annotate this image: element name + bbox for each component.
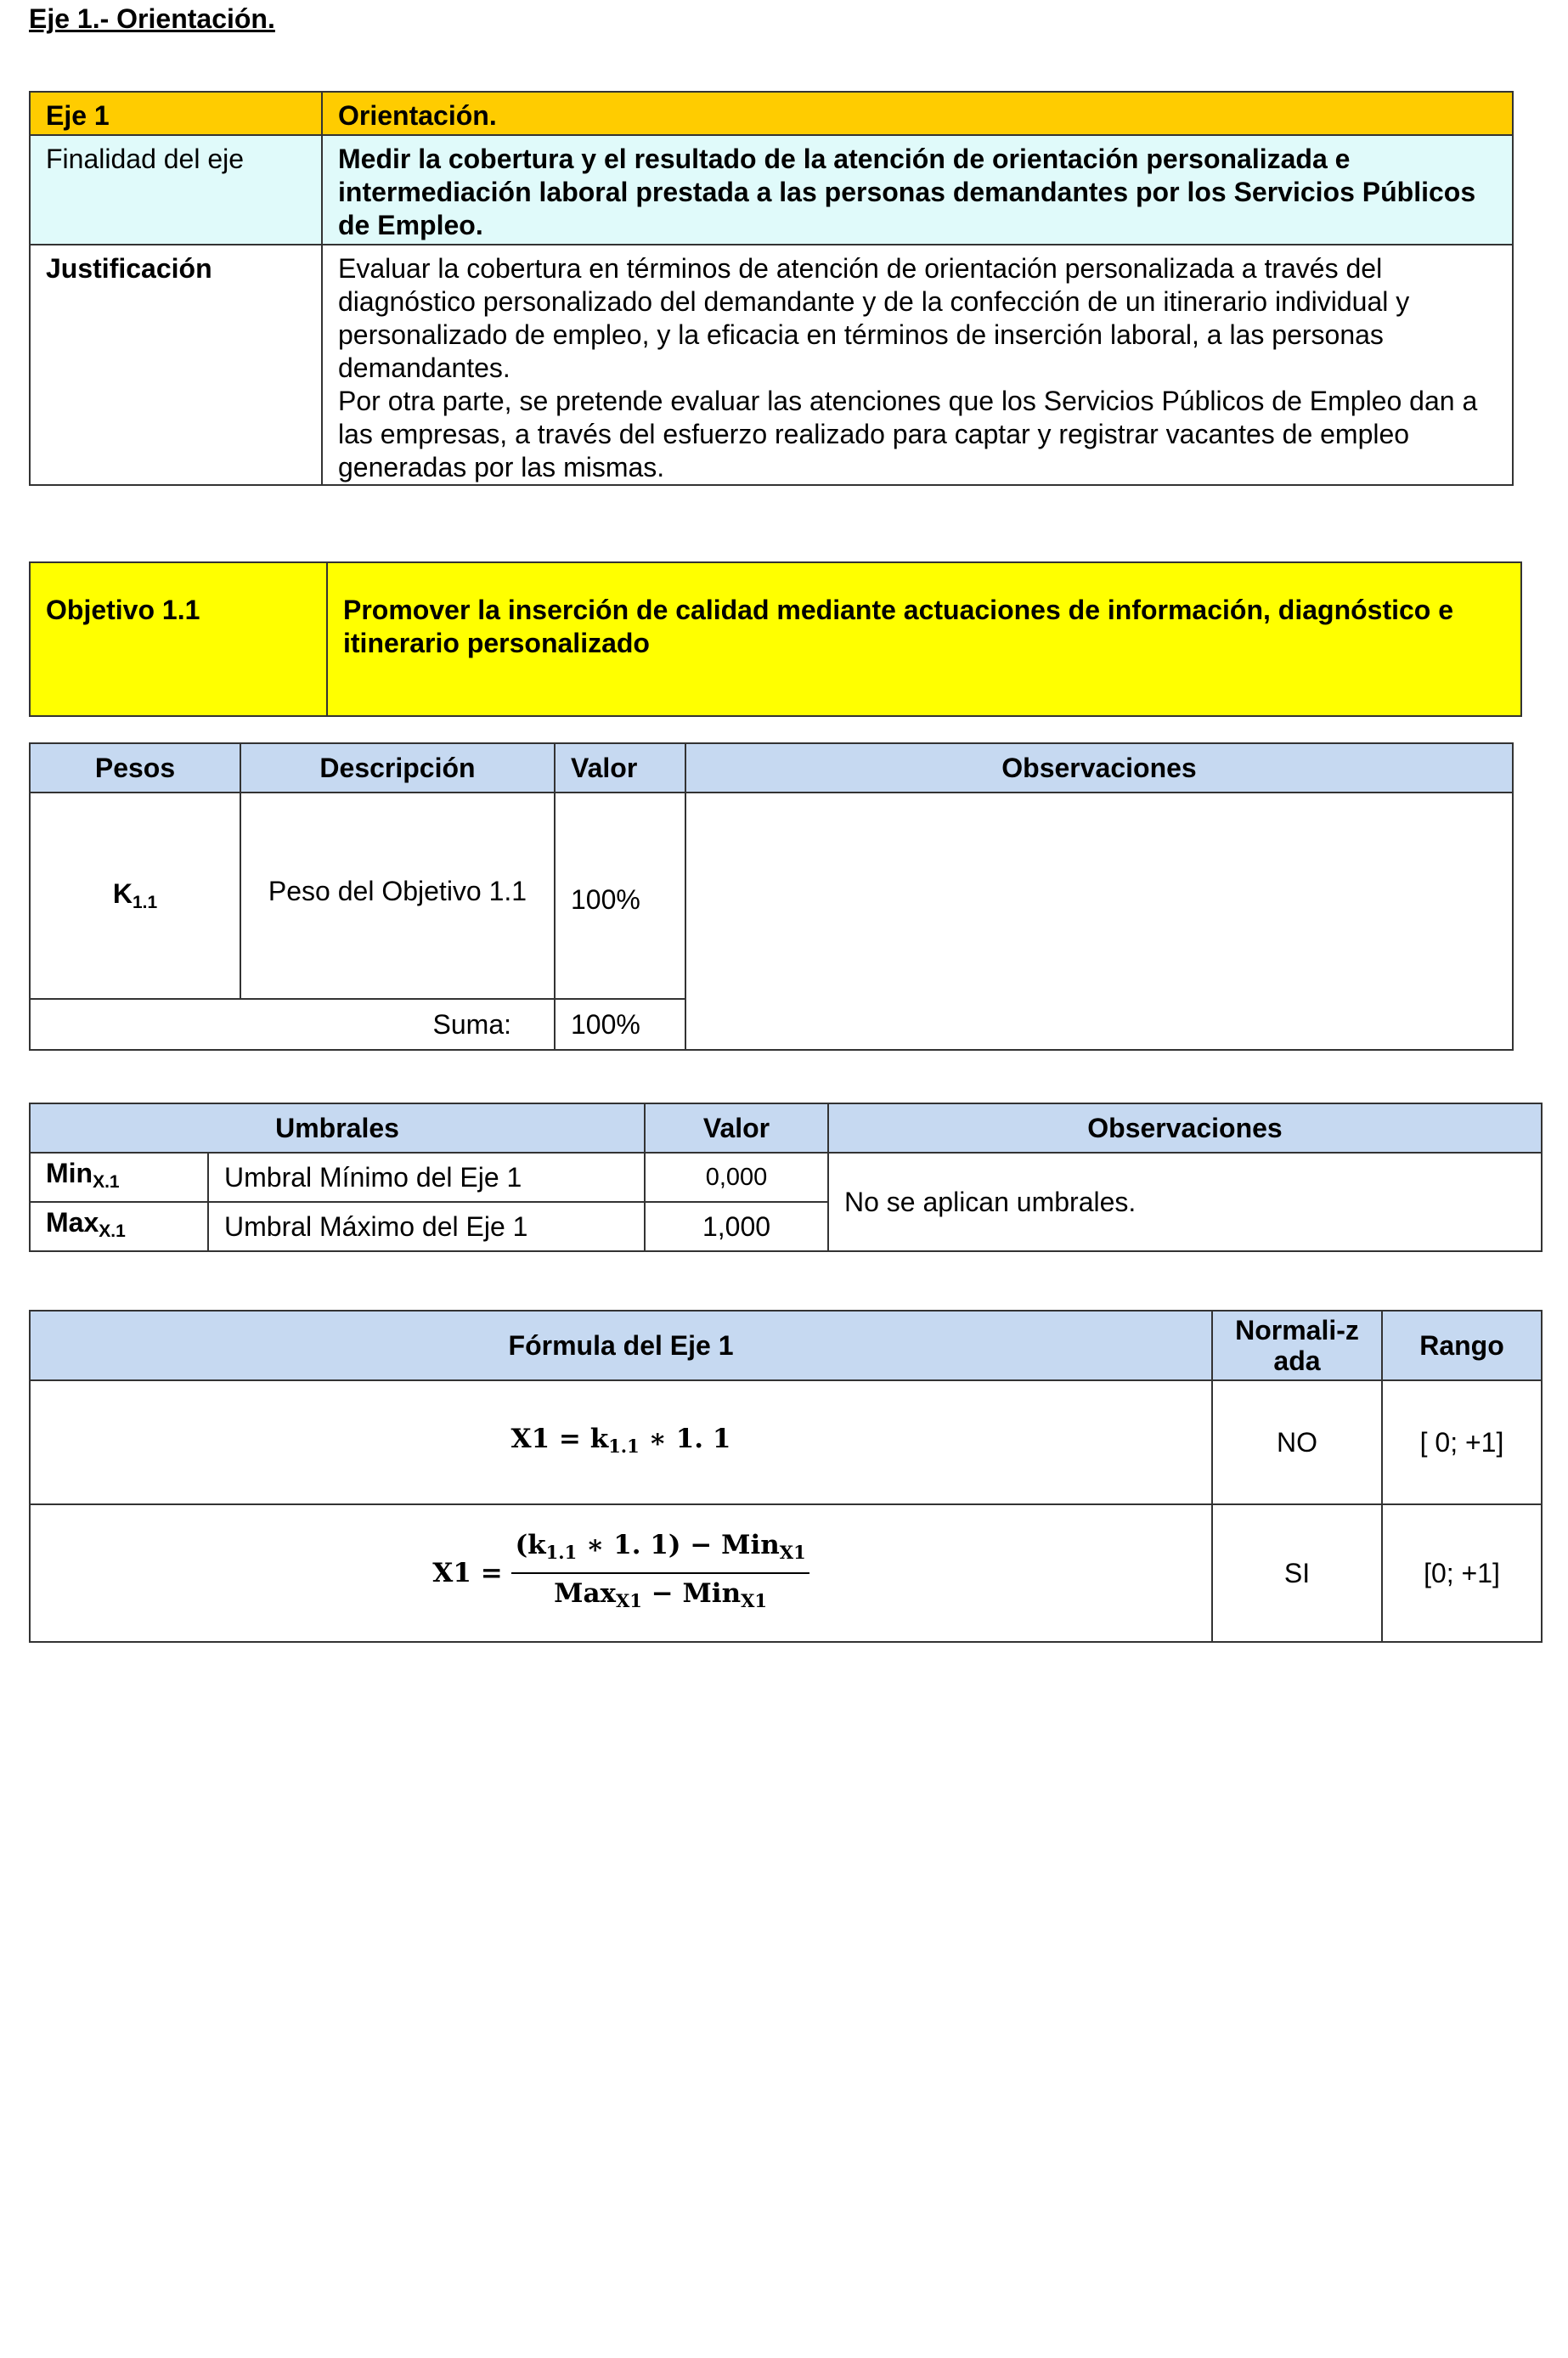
pesos-table (29, 742, 1514, 1051)
justificacion-paragraph-2: Por otra parte, se pretende evaluar las atenciones que los Servicios Públicos de Empleo dan a las empresas, a través del esfuerzo realizado para captar y registrar vacantes de empleo generadas por las mismas. (338, 386, 1478, 482)
formula-2-fraction (511, 1529, 809, 1617)
formula-2-num-a: (k (515, 1530, 546, 1560)
formula-1-k: k (589, 1424, 609, 1454)
formula-2-den-a: Max (554, 1578, 617, 1609)
objetivo-table (29, 561, 1522, 717)
formula-2-den-min-sub: X1 (741, 1590, 768, 1611)
pesos-header-row (30, 743, 1513, 793)
formula-2-lhs: X1 = (432, 1557, 512, 1588)
min-sub: X.1 (93, 1171, 120, 1192)
max-descripcion: Umbral Máximo del Eje 1 (208, 1202, 645, 1251)
peso-k-sub: 1.1 (132, 892, 158, 912)
max-sub: X.1 (99, 1221, 126, 1241)
objetivo-row (30, 562, 1521, 716)
objetivo-text: Promover la inserción de calidad mediante actuaciones de información, diagnóstico e itinerario personalizado (327, 562, 1521, 716)
justificacion-label: Justificación (30, 245, 322, 485)
min-row (30, 1153, 1542, 1202)
formula-row-1 (30, 1380, 1542, 1504)
finalidad-text: Medir la cobertura y el resultado de la atención de orientación personalizada e intermediación laboral prestada a las personas demandantes por los Servicios Públicos de Empleo. (322, 135, 1513, 245)
descripcion-header: Descripción (240, 743, 555, 793)
umbrales-header-row (30, 1103, 1542, 1153)
max-label (30, 1202, 208, 1251)
suma-valor: 100% (555, 999, 685, 1050)
formula-header-row (30, 1311, 1542, 1380)
normalizada-header (1212, 1311, 1382, 1380)
peso-k-main: K (112, 877, 133, 909)
min-descripcion: Umbral Mínimo del Eje 1 (208, 1153, 645, 1202)
formula-2-num-b: ∗ 1. 1) − Min (577, 1530, 780, 1560)
eje-value: Orientación. (322, 92, 1513, 135)
umbrales-header: Umbrales (30, 1103, 645, 1153)
formula-2-numerator (511, 1529, 809, 1574)
justificacion-cell (322, 245, 1513, 485)
eje-label: Eje 1 (30, 92, 322, 135)
justificacion-paragraph-1: Evaluar la cobertura en términos de atención de orientación personalizada a través del diagnóstico personalizado del demandante y de la confección de un itinerario individual y personalizado de empleo, y la eficacia en términos de inserción laboral, a las personas demandantes. (338, 253, 1410, 383)
formula-1-rest: ∗ 1. 1 (639, 1424, 731, 1454)
formula-2-den-b: − Min (641, 1578, 742, 1609)
formula-2-den-max-sub: X1 (616, 1590, 642, 1611)
rango-header: Rango (1382, 1311, 1542, 1380)
formula-2-normalizada: SI (1212, 1504, 1382, 1642)
finalidad-row (30, 135, 1513, 245)
formula-2-rango: [0; +1] (1382, 1504, 1542, 1642)
objetivo-label: Objetivo 1.1 (30, 562, 327, 716)
formula-table (29, 1310, 1543, 1643)
justificacion-row (30, 245, 1513, 485)
umbrales-valor-header: Valor (645, 1103, 828, 1153)
umbrales-observaciones: No se aplican umbrales. (828, 1153, 1542, 1251)
min-label (30, 1153, 208, 1202)
normalizada-header-text: Normali-zada (1235, 1315, 1359, 1376)
formula-2-denominator (511, 1574, 809, 1617)
formula-2-num-min-sub: X1 (779, 1542, 806, 1563)
peso-valor: 100% (555, 793, 685, 999)
formula-1-normalizada: NO (1212, 1380, 1382, 1504)
formula-2-expression (432, 1530, 809, 1611)
pesos-observaciones (685, 793, 1513, 1050)
min-valor: 0,000 (645, 1153, 828, 1202)
min-main: Min (46, 1157, 93, 1188)
observaciones-header: Observaciones (685, 743, 1513, 793)
pesos-header: Pesos (30, 743, 240, 793)
formula-2-num-k-sub: 1.1 (545, 1542, 578, 1563)
peso-descripcion (240, 793, 555, 999)
formula-1-expression (510, 1424, 731, 1457)
eje-table (29, 91, 1514, 486)
max-valor: 1,000 (645, 1202, 828, 1251)
eje-row (30, 92, 1513, 135)
peso-row (30, 793, 1513, 999)
formula-1-lhs: X1 = (510, 1424, 590, 1454)
suma-label: Suma: (30, 999, 555, 1050)
formula-1 (30, 1380, 1212, 1504)
page-title: Eje 1.- Orientación. (29, 3, 275, 34)
peso-k-cell (30, 793, 240, 999)
formula-1-rango: [ 0; +1] (1382, 1380, 1542, 1504)
formula-2 (30, 1504, 1212, 1642)
umbrales-observaciones-header: Observaciones (828, 1103, 1542, 1153)
valor-header: Valor (555, 743, 685, 793)
max-main: Max (46, 1206, 99, 1238)
finalidad-label: Finalidad del eje (30, 135, 322, 245)
peso-descripcion-text: Peso del Objetivo 1.1 (268, 876, 527, 906)
formula-row-2 (30, 1504, 1542, 1642)
formula-header: Fórmula del Eje 1 (30, 1311, 1212, 1380)
umbrales-table (29, 1103, 1543, 1252)
formula-1-k-sub: 1.1 (608, 1436, 640, 1457)
